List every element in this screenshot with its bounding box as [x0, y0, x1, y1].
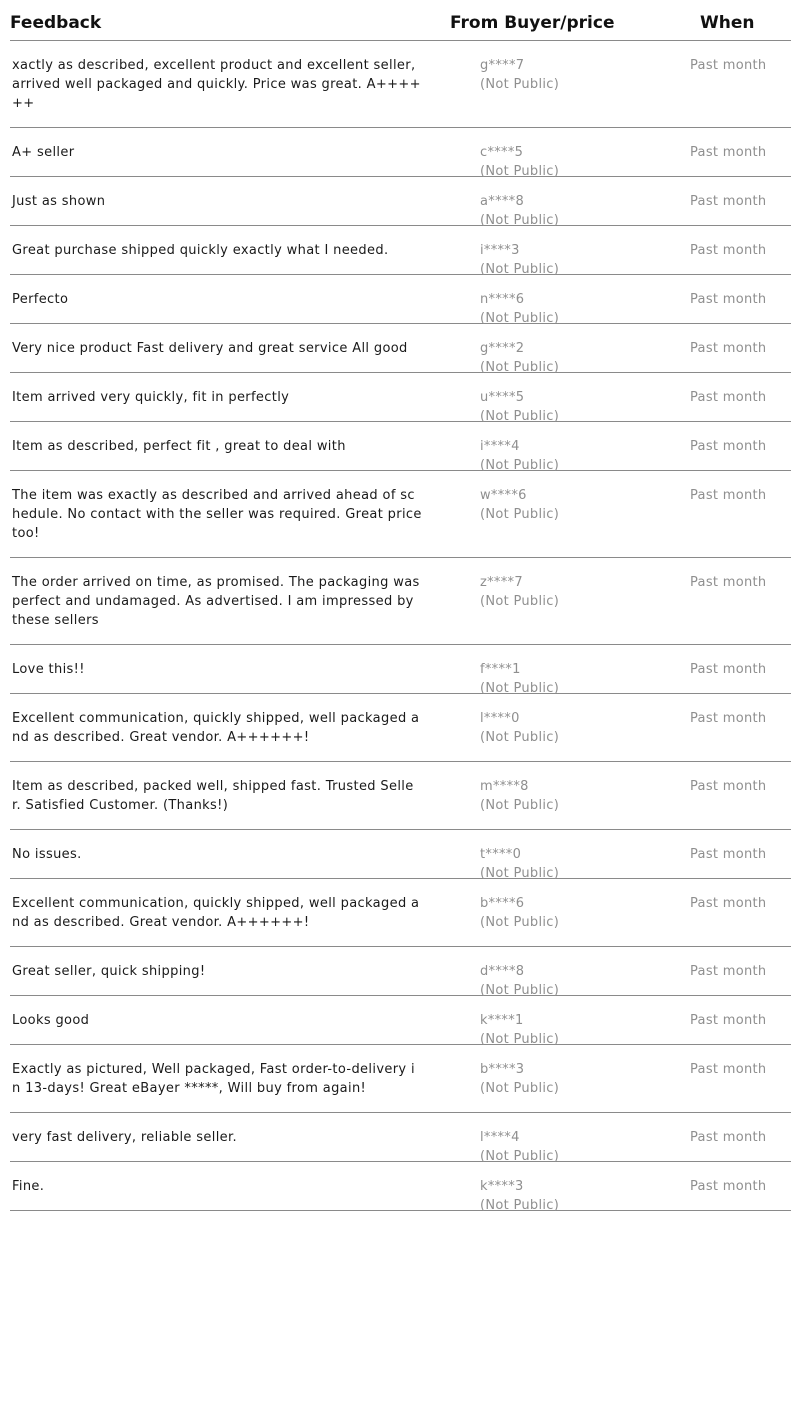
price-not-public: (Not Public) — [480, 77, 560, 92]
feedback-comment: No issues. — [12, 847, 82, 862]
price-not-public: (Not Public) — [480, 1081, 560, 1096]
table-row — [10, 177, 791, 226]
table-header — [10, 0, 791, 41]
feedback-comment: Great seller, quick shipping! — [12, 964, 206, 979]
table-row — [10, 226, 791, 275]
table-row — [10, 324, 791, 373]
price-not-public: (Not Public) — [480, 681, 560, 696]
table-row — [10, 645, 791, 694]
feedback-rows — [10, 41, 791, 1211]
feedback-date: Past month — [690, 488, 767, 503]
buyer-cell — [480, 192, 559, 230]
price-not-public: (Not Public) — [480, 1032, 560, 1047]
table-row — [10, 558, 791, 645]
feedback-date: Past month — [690, 1013, 767, 1028]
price-not-public: (Not Public) — [480, 213, 560, 228]
buyer-id: g****2 — [480, 341, 525, 356]
price-not-public: (Not Public) — [480, 1149, 560, 1164]
buyer-cell — [480, 241, 559, 279]
price-not-public: (Not Public) — [480, 730, 560, 745]
table-row — [10, 1045, 791, 1113]
feedback-comment: Item as described, perfect fit , great to deal with — [12, 439, 346, 454]
feedback-comment: Love this!! — [12, 662, 85, 677]
buyer-id: k****3 — [480, 1179, 524, 1194]
feedback-comment: The order arrived on time, as promised. The packaging was perfect and undamaged. As advertised. I am impressed by these sellers — [12, 575, 425, 628]
table-row — [10, 1162, 791, 1211]
buyer-id: g****7 — [480, 58, 525, 73]
feedback-comment: Excellent communication, quickly shipped, well packaged and as described. Great vendor. A++++++! — [12, 896, 420, 930]
feedback-date: Past month — [690, 711, 767, 726]
buyer-cell — [480, 1060, 559, 1098]
price-not-public: (Not Public) — [480, 507, 560, 522]
buyer-cell — [480, 777, 559, 815]
buyer-id: f****1 — [480, 662, 521, 677]
table-row — [10, 422, 791, 471]
feedback-column-header: Feedback — [10, 13, 102, 33]
feedback-comment: Item arrived very quickly, fit in perfectly — [12, 390, 290, 405]
buyer-id: k****1 — [480, 1013, 524, 1028]
feedback-date: Past month — [690, 662, 767, 677]
feedback-comment: Perfecto — [12, 292, 69, 307]
feedback-date: Past month — [690, 292, 767, 307]
when-column-header: When — [700, 13, 755, 33]
price-not-public: (Not Public) — [480, 915, 560, 930]
table-row — [10, 275, 791, 324]
buyer-id: z****7 — [480, 575, 523, 590]
feedback-date: Past month — [690, 896, 767, 911]
table-row — [10, 471, 791, 558]
buyer-id: l****4 — [480, 1130, 520, 1145]
table-row — [10, 879, 791, 947]
feedback-comment: Just as shown — [12, 194, 106, 209]
buyer-cell — [480, 290, 559, 328]
table-row — [10, 373, 791, 422]
price-not-public: (Not Public) — [480, 409, 560, 424]
feedback-comment: Exactly as pictured, Well packaged, Fast order-to-delivery in 13-days! Great eBayer *****, Will buy from again! — [12, 1062, 415, 1096]
feedback-comment: A+ seller — [12, 145, 75, 160]
feedback-comment: Item as described, packed well, shipped fast. Trusted Seller. Satisfied Customer. (Thanks!) — [12, 779, 414, 813]
price-not-public: (Not Public) — [480, 458, 560, 473]
feedback-comment: The item was exactly as described and arrived ahead of schedule. No contact with the seller was required. Great price too! — [12, 488, 427, 541]
buyer-cell — [480, 1011, 559, 1049]
feedback-date: Past month — [690, 341, 767, 356]
buyer-column-header: From Buyer/price — [450, 13, 615, 33]
feedback-date: Past month — [690, 575, 767, 590]
buyer-cell — [480, 486, 559, 524]
price-not-public: (Not Public) — [480, 594, 560, 609]
price-not-public: (Not Public) — [480, 311, 560, 326]
table-row — [10, 41, 791, 128]
feedback-comment: Very nice product Fast delivery and great service All good — [12, 341, 408, 356]
buyer-id: m****8 — [480, 779, 529, 794]
table-row — [10, 830, 791, 879]
feedback-date: Past month — [690, 243, 767, 258]
table-row — [10, 947, 791, 996]
feedback-comment: Fine. — [12, 1179, 45, 1194]
feedback-comment: xactly as described, excellent product and excellent seller, arrived well packaged and quickly. Price was great. A++++ ++ — [12, 58, 426, 111]
feedback-date: Past month — [690, 390, 767, 405]
buyer-id: b****3 — [480, 1062, 525, 1077]
buyer-cell — [480, 437, 559, 475]
buyer-cell — [480, 388, 559, 426]
buyer-id: w****6 — [480, 488, 527, 503]
buyer-cell — [480, 845, 559, 883]
feedback-date: Past month — [690, 847, 767, 862]
buyer-cell — [480, 660, 559, 698]
buyer-id: i****3 — [480, 243, 520, 258]
buyer-cell — [480, 1128, 559, 1166]
feedback-comment: Looks good — [12, 1013, 90, 1028]
buyer-cell — [480, 339, 559, 377]
feedback-date: Past month — [690, 194, 767, 209]
buyer-id: t****0 — [480, 847, 522, 862]
buyer-id: d****8 — [480, 964, 525, 979]
table-row — [10, 1113, 791, 1162]
feedback-date: Past month — [690, 439, 767, 454]
buyer-cell — [480, 56, 559, 94]
feedback-comment: Excellent communication, quickly shipped, well packaged and as described. Great vendor. A++++++! — [12, 711, 420, 745]
buyer-cell — [480, 894, 559, 932]
table-row — [10, 762, 791, 830]
buyer-cell — [480, 573, 559, 611]
feedback-date: Past month — [690, 58, 767, 73]
buyer-id: c****5 — [480, 145, 524, 160]
table-row — [10, 128, 791, 177]
buyer-id: a****8 — [480, 194, 525, 209]
price-not-public: (Not Public) — [480, 262, 560, 277]
buyer-id: l****0 — [480, 711, 520, 726]
feedback-date: Past month — [690, 964, 767, 979]
buyer-cell — [480, 1177, 559, 1215]
buyer-id: b****6 — [480, 896, 525, 911]
feedback-date: Past month — [690, 779, 767, 794]
price-not-public: (Not Public) — [480, 866, 560, 881]
table-row — [10, 694, 791, 762]
feedback-date: Past month — [690, 1179, 767, 1194]
buyer-id: u****5 — [480, 390, 525, 405]
price-not-public: (Not Public) — [480, 360, 560, 375]
table-row — [10, 996, 791, 1045]
buyer-cell — [480, 709, 559, 747]
feedback-date: Past month — [690, 1062, 767, 1077]
feedback-date: Past month — [690, 1130, 767, 1145]
price-not-public: (Not Public) — [480, 798, 560, 813]
feedback-comment: very fast delivery, reliable seller. — [12, 1130, 237, 1145]
buyer-id: n****6 — [480, 292, 525, 307]
price-not-public: (Not Public) — [480, 983, 560, 998]
price-not-public: (Not Public) — [480, 1198, 560, 1213]
feedback-date: Past month — [690, 145, 767, 160]
price-not-public: (Not Public) — [480, 164, 560, 179]
buyer-cell — [480, 143, 559, 181]
buyer-id: i****4 — [480, 439, 520, 454]
buyer-cell — [480, 962, 559, 1000]
feedback-table — [10, 0, 791, 1211]
feedback-comment: Great purchase shipped quickly exactly what I needed. — [12, 243, 389, 258]
